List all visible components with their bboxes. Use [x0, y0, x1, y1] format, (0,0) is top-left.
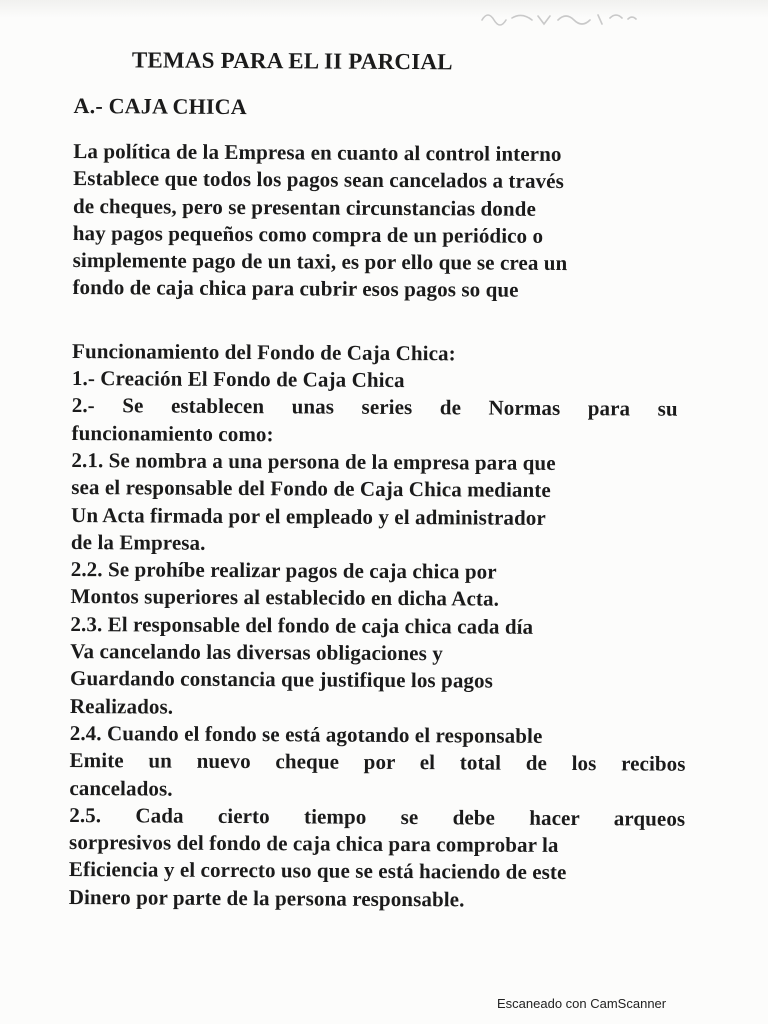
text-line: Montos superiores al establecido en dicha Acta.: [70, 584, 500, 612]
paragraph-gap: [72, 302, 692, 342]
text-line: 2.4. Cuando el fondo se está agotando el responsable: [69, 720, 543, 748]
intro-paragraph: [72, 138, 693, 306]
text-line: funcionamiento como:: [71, 420, 274, 446]
text-line: 1.- Creación El Fondo de Caja Chica: [71, 366, 405, 393]
camscanner-watermark: Escaneado con CamScanner: [497, 996, 667, 1011]
text-line: hay pagos pequeños como compra de un periódico o: [72, 220, 544, 248]
text-line: 2.1. Se nombra a una persona de la empresa para que: [71, 447, 556, 475]
text-line: 2.2. Se prohíbe realizar pagos de caja chica por: [70, 557, 497, 584]
text-line: Va cancelando las diversas obligaciones y: [70, 639, 443, 666]
text-line: 2.5. Cada cierto tiempo se debe hacer arqueos: [69, 802, 686, 831]
faint-handwriting-mark: [478, 6, 648, 28]
text-line: de la Empresa.: [70, 529, 206, 555]
text-line: de cheques, pero se presentan circunstancias donde: [72, 193, 537, 221]
text-line: 2.- Se establecen unas series de Normas para su: [71, 393, 678, 422]
text-line: simplemente pago de un taxi, es por ello que se crea un: [72, 248, 568, 276]
document-body: [69, 40, 694, 915]
text-line: Emite un nuevo cheque por el total de los recibos: [69, 748, 686, 776]
text-line: Dinero por parte de la persona responsable.: [68, 884, 465, 912]
text-line: Un Acta firmada por el empleado y el administrador: [71, 502, 546, 530]
text-line: sorpresivos del fondo de caja chica para comprobar la: [69, 830, 559, 858]
text-line: 2.3. El responsable del fondo de caja chica cada día: [70, 611, 534, 639]
document-title: TEMAS PARA EL II PARCIAL: [131, 47, 453, 75]
text-line: Guardando constancia que justifique los pagos: [70, 666, 494, 693]
funcionamiento-section: [69, 338, 692, 915]
text-line: cancelados.: [69, 775, 173, 801]
section-heading: A.- CAJA CHICA: [73, 92, 247, 120]
scan-edge-shadow: [0, 0, 768, 18]
text-line: Funcionamiento del Fondo de Caja Chica:: [72, 338, 456, 366]
text-line: Realizados.: [69, 693, 174, 719]
text-line: Eficiencia y el correcto uso que se está haciendo de este: [68, 857, 567, 885]
text-line: La política de la Empresa en cuanto al control interno: [73, 138, 562, 166]
text-line: sea el responsable del Fondo de Caja Chica mediante: [71, 475, 551, 503]
text-line: fondo de caja chica para cubrir esos pagos so que: [72, 275, 519, 303]
text-line: Establece que todos los pagos sean cancelados a través: [73, 166, 564, 194]
